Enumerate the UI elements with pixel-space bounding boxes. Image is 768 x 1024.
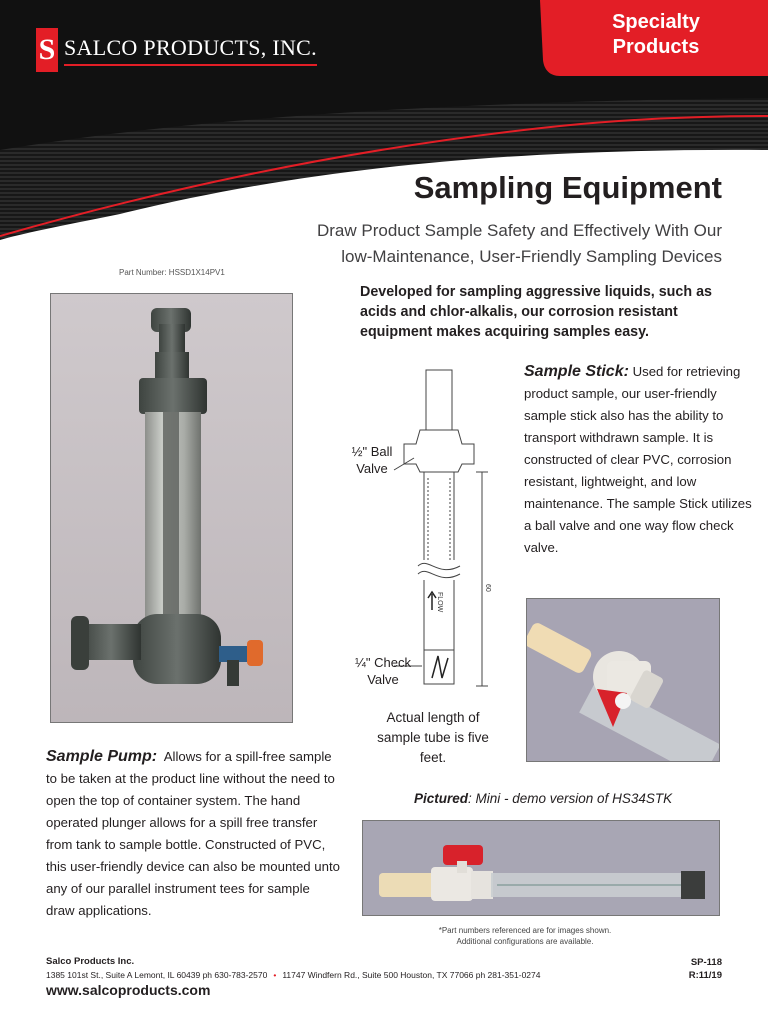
- diagram-caption: Actual length of sample tube is five feet.: [377, 710, 489, 765]
- part-number: Part Number: HSSD1X14PV1: [119, 268, 225, 277]
- intro-paragraph: Developed for sampling aggressive liquids, such as acids and chlor-alkalis, our corrosion resistant equipment makes acquiring samples easy.: [360, 284, 712, 340]
- company-logo: [36, 28, 317, 72]
- sample-pump-heading: Sample Pump:: [46, 748, 158, 765]
- pictured-text: : Mini - demo version of HS34STK: [468, 791, 673, 806]
- specialty-products-badge: [566, 10, 746, 60]
- length-label: 60: [484, 584, 491, 592]
- sample-pump-photo: [50, 293, 293, 723]
- pictured-caption: [414, 791, 672, 806]
- sample-pump-body: Allows for a spill-free sample to be taken at the product line without the need to open the top of container system. The hand operated plunger allows for a spill free transfer from tank to sample bottle. Constructed of PVC, this user-friendly device can also be mounted unto any of our parallel instrument tees for sample draw applications.: [46, 749, 340, 918]
- mini-demo-photo: [362, 820, 720, 916]
- doc-revision: R:11/19: [688, 970, 722, 981]
- sample-stick-body: Used for retrieving product sample, our user-friendly sample stick also has the ability to transport withdrawn sample. It is constructed of clear PVC, corrosion resistant, lightweight, and low maintenance. The sample Stick utilizes a ball valve and one way flow check valve.: [524, 364, 752, 555]
- badge-line-1: Specialty: [612, 11, 700, 33]
- doc-code: SP-118: [690, 957, 722, 968]
- pictured-label: Pictured: [414, 791, 469, 806]
- page-subtitle: Draw Product Sample Safety and Effectively With Our low-Maintenance, User-Friendly Sampling Devices: [316, 221, 722, 266]
- check-valve-label: ¼" Check Valve: [355, 655, 411, 687]
- ball-valve-label: ½" Ball Valve: [351, 444, 393, 476]
- sample-stick-diagram: [380, 360, 510, 700]
- logo-mark: S: [36, 28, 58, 72]
- footer-website-link[interactable]: www.salcoproducts.com: [46, 982, 211, 998]
- footer-company: Salco Products Inc.: [46, 956, 135, 967]
- part-number-footnote: *Part numbers referenced are for images shown. Additional configurations are available.: [438, 926, 612, 946]
- sample-stick-section: [524, 361, 754, 559]
- footer-address-lemont: 1385 101st St., Suite A Lemont, IL 60439 ph 630-783-2570: [46, 970, 268, 980]
- sample-stick-heading: Sample Stick:: [524, 363, 629, 380]
- badge-line-2: Products: [612, 36, 700, 58]
- footer-addresses: [46, 970, 540, 980]
- document-code: [689, 956, 722, 982]
- page-title: Sampling Equipment: [413, 170, 722, 205]
- company-name: SALCO PRODUCTS, INC.: [64, 35, 317, 66]
- sample-pump-section: [46, 746, 340, 922]
- flow-label: FLOW: [436, 592, 443, 613]
- footer-address-houston: 11747 Windfern Rd., Suite 500 Houston, TX 77066 ph 281-351-0274: [282, 970, 541, 980]
- footer-bullet: •: [273, 970, 277, 980]
- ball-valve-photo: [526, 598, 720, 762]
